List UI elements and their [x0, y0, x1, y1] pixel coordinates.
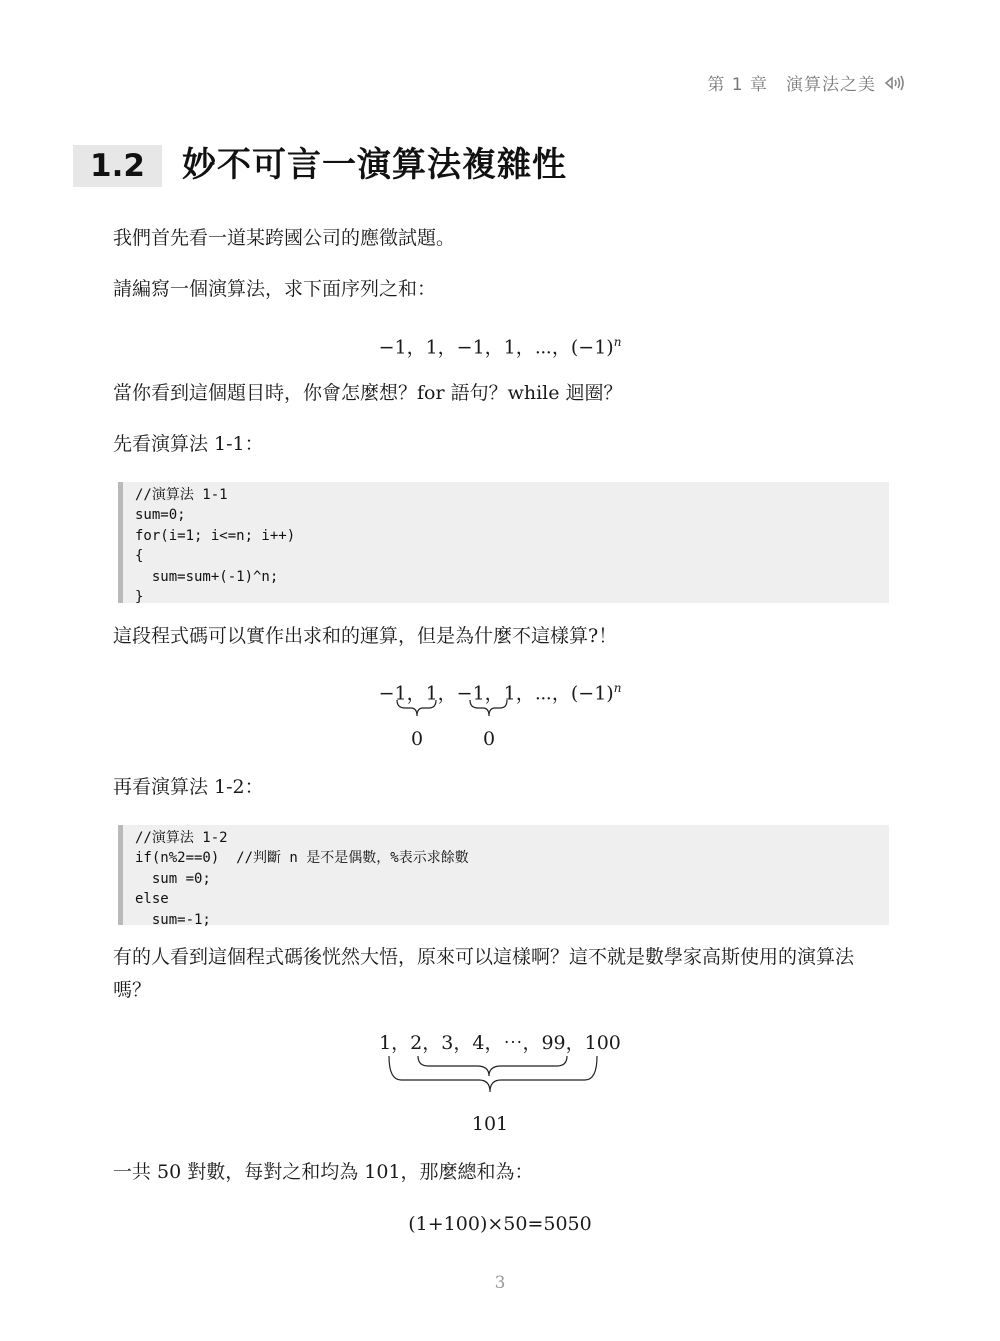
code-line: else	[135, 891, 169, 908]
paragraph-question: 當你看到這個題目時，你會怎麼想？for 語句？while 迴圈？	[113, 382, 623, 404]
pair-sum-label: 0	[482, 728, 496, 750]
brace-right	[470, 700, 507, 716]
paragraph-intro: 我們首先看一道某跨國公司的應徵試題。	[113, 227, 456, 249]
sequence-base: −1，1，−1，1，⋯，(−1)	[378, 336, 614, 359]
code-line: //演算法 1-2	[135, 830, 228, 846]
code-line: }	[135, 589, 144, 606]
paragraph-task: 請編寫一個演算法，求下面序列之和：	[113, 278, 437, 300]
brace-inner	[418, 1056, 567, 1076]
gauss-sequence: 1，2，3，4，⋯，99，100	[379, 1032, 621, 1054]
running-header	[707, 70, 906, 95]
page-number: 3	[494, 1273, 506, 1293]
paragraph-why: 這段程式碼可以實作出求和的運算，但是為什麼不這樣算?！	[113, 625, 618, 647]
code-block-algorithm-2	[118, 825, 889, 928]
gauss-pair-sum-label: 101	[471, 1113, 509, 1135]
code-line: for(i=1; i<=n; i++)	[135, 527, 296, 544]
sequence-equation	[0, 330, 1000, 359]
header-chapter: 第 1 章	[707, 75, 768, 95]
section-number: 1.2	[73, 145, 162, 187]
pairing-braces	[0, 696, 1000, 732]
code-line: sum=0;	[135, 507, 186, 524]
brace-left	[397, 700, 436, 716]
code-line: if(n%2==0) //判斷 n 是不是偶數，%表示求餘數	[135, 850, 469, 867]
code-line: sum =0;	[135, 870, 211, 887]
section-title: 妙不可言一演算法複雜性	[182, 145, 567, 185]
paragraph-gauss: 有的人看到這個程式碼後恍然大悟，原來可以這樣啊？這不就是數學家高斯使用的演算法嗎？	[113, 946, 855, 1001]
code-line: {	[135, 548, 144, 565]
pair-sum-label: 0	[410, 728, 424, 750]
pairing-sequence-base: −1，1，−1，1，⋯，(−1)	[378, 682, 614, 705]
gauss-total-equation: (1+100)×50=5050	[408, 1213, 592, 1235]
pairing-sequence-exponent: n	[613, 681, 622, 695]
code-line: sum=-1;	[135, 911, 211, 928]
sound-wave-icon	[884, 74, 906, 92]
paragraph-total: 一共 50 對數，每對之和均為 101，那麼總和為：	[113, 1161, 534, 1183]
header-title: 演算法之美	[786, 75, 876, 95]
code-block-algorithm-1	[118, 482, 889, 606]
code-line: //演算法 1-1	[135, 487, 228, 503]
sequence-exponent: n	[613, 335, 622, 349]
paragraph-algo1-intro: 先看演算法 1-1：	[113, 433, 264, 455]
code-line: sum=sum+(-1)^n;	[135, 568, 279, 585]
gauss-braces	[0, 1052, 1000, 1108]
paragraph-algo2-intro: 再看演算法 1-2：	[113, 776, 264, 798]
